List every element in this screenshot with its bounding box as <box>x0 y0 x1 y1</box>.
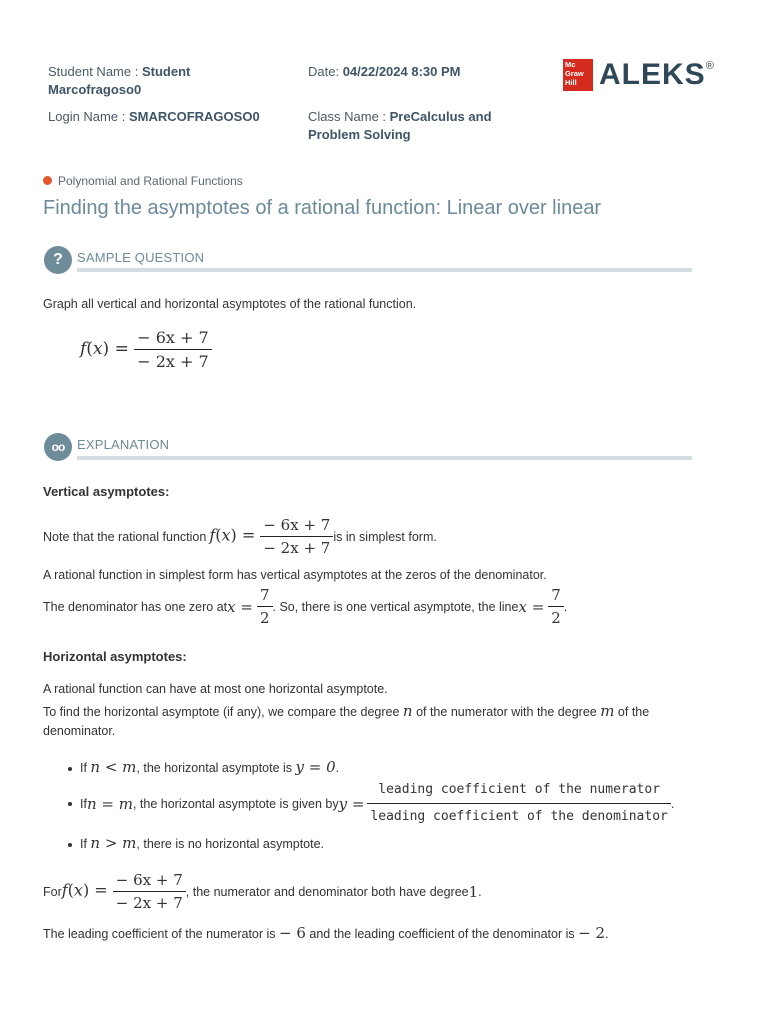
vertical-line-1 <box>43 516 437 557</box>
function-fraction <box>134 328 211 371</box>
function-expression: f(x) = $\frac{- 6x + 7}{- 2x + 7}$ <box>80 328 212 371</box>
h-line2-pre: To find the horizontal asymptote (if any), we compare the degree <box>43 705 403 719</box>
student-value: Student <box>141 64 191 79</box>
sample-question-label: SAMPLE QUESTION <box>77 250 205 265</box>
inline-fraction <box>113 871 186 912</box>
bullet-math: n < m <box>90 758 137 776</box>
student-label: Student Name : <box>48 64 142 79</box>
bullet-text: . <box>335 761 340 775</box>
fraction-denominator: − 2x + 7 <box>263 539 331 557</box>
v-line1-pre: Note that the rational function <box>43 529 207 544</box>
h-line2-mid: of the numerator with the degree <box>412 705 601 719</box>
bullet-text: , the horizontal asymptote is given by <box>132 796 339 811</box>
horizontal-line-3: denominator. <box>43 724 116 738</box>
lead-mid: and the leading coefficient of the denominator is <box>305 927 579 941</box>
v-line1-post: is in simplest form. <box>333 529 437 544</box>
seven-halves <box>257 586 273 627</box>
aleks-logo <box>563 58 714 92</box>
student-name <box>48 63 288 99</box>
fx-var: x <box>92 338 103 359</box>
seven-halves <box>548 586 564 627</box>
h-line2-post: of the <box>614 705 650 719</box>
lead-den: − 2 <box>578 924 605 942</box>
for-line <box>43 871 482 912</box>
v-line3-mid: . So, there is one vertical asymptote, the line <box>272 599 519 614</box>
date-label: Date: <box>308 64 343 79</box>
logo-line-3: Hill <box>565 78 577 87</box>
x-equals: x = <box>227 597 253 616</box>
bullet-math: y = 0 <box>295 758 336 776</box>
fx-symbol: f <box>61 880 68 900</box>
inline-function: f(x) = $\frac{- 6x + 7}{- 2x + 7}$ <box>209 516 333 557</box>
degree-n: n <box>402 702 413 720</box>
class-value-2: Problem Solving <box>308 127 411 142</box>
logo-line-2: Graw <box>565 69 584 78</box>
class-value: PreCalculus and <box>389 109 492 124</box>
horizontal-line-1: A rational function can have at most one horizontal asymptote. <box>43 682 388 696</box>
login-value: SMARCOFRAGOSO0 <box>128 109 260 124</box>
lead-end: . <box>605 927 609 941</box>
section-divider <box>77 456 692 460</box>
class-name <box>308 108 538 144</box>
registered-mark: ® <box>705 60 714 72</box>
bullet-math: n > m <box>90 834 137 852</box>
bullet-item <box>68 758 339 777</box>
login-name <box>48 108 260 126</box>
bullet-text: . <box>670 796 675 811</box>
question-prompt: Graph all vertical and horizontal asymptotes of the rational function. <box>43 297 417 311</box>
bullet-text: If <box>80 837 91 851</box>
mcgraw-hill-logo <box>563 59 593 91</box>
bullet-text: If <box>80 761 91 775</box>
bullet-item <box>68 781 674 826</box>
bullet-item <box>68 834 324 853</box>
bullet-text: , there is no horizontal asymptote. <box>136 837 325 851</box>
fraction-numerator: − 6x + 7 <box>260 516 333 537</box>
section-divider <box>77 268 692 272</box>
fraction-denominator: 2 <box>551 609 561 627</box>
v-line3-pre: The denominator has one zero at <box>43 599 228 614</box>
explanation-label: EXPLANATION <box>77 437 170 452</box>
degree-m: m <box>600 702 615 720</box>
vertical-line-3 <box>43 586 567 627</box>
for-pre: For <box>43 884 62 899</box>
fraction-numerator: 7 <box>548 586 564 607</box>
bullet-dot <box>68 802 72 806</box>
class-label: Class Name : <box>308 109 390 124</box>
fraction-numerator: − 6x + 7 <box>134 328 211 350</box>
fx-symbol: f <box>80 338 87 359</box>
bullet-text: , the horizontal asymptote is <box>136 761 296 775</box>
fraction-denominator: 2 <box>259 609 270 627</box>
bullet-dot <box>68 767 72 771</box>
for-end: . <box>478 884 482 899</box>
topic-breadcrumb <box>43 174 243 188</box>
aleks-brand: ALEKS <box>599 58 706 91</box>
date-value: 04/22/2024 8:30 PM <box>342 64 461 79</box>
bullet-dot <box>68 843 72 847</box>
question-icon: ? <box>44 246 72 274</box>
fraction-denominator: − 2x + 7 <box>137 352 209 371</box>
logo-line-1: Mc <box>565 60 576 69</box>
topic-label: Polynomial and Rational Functions <box>58 174 243 188</box>
vertical-heading: Vertical asymptotes: <box>43 484 170 499</box>
fraction-denominator: leading coefficient of the denominator <box>370 809 668 824</box>
inline-function: f(x) = $\frac{- 6x + 7}{- 2x + 7}$ <box>62 871 186 912</box>
lead-pre: The leading coefficient of the numerator is <box>43 927 280 941</box>
degree-value: 1 <box>468 882 479 901</box>
horizontal-heading: Horizontal asymptotes: <box>43 649 187 664</box>
fraction-numerator: leading coefficient of the numerator <box>367 781 670 804</box>
glasses-icon: oo <box>44 433 72 461</box>
x-equals: x = <box>518 597 545 616</box>
inline-fraction <box>260 516 333 557</box>
for-post: , the numerator and denominator both have degree <box>185 884 469 899</box>
v-line3-post: . <box>563 599 568 614</box>
horizontal-line-2 <box>43 702 723 721</box>
login-label: Login Name : <box>48 109 129 124</box>
fx-symbol: f <box>209 525 216 545</box>
fraction-denominator: − 2x + 7 <box>115 894 183 912</box>
fx-var: x <box>73 880 83 900</box>
lead-num: − 6 <box>279 924 306 942</box>
bullet-text: If <box>80 796 87 811</box>
leading-coefficient-fraction <box>367 781 670 826</box>
leading-coefficient-line <box>43 924 608 943</box>
date <box>308 63 461 81</box>
fx-var: x <box>221 525 231 545</box>
fraction-numerator: 7 <box>257 586 273 607</box>
topic-dot-icon <box>43 176 52 185</box>
bullet-math: y = <box>338 794 365 813</box>
bullet-math: n = m <box>86 794 133 813</box>
student-value-2: Marcofragoso0 <box>48 82 142 97</box>
fraction-numerator: − 6x + 7 <box>113 871 186 892</box>
page-title: Finding the asymptotes of a rational function: Linear over linear <box>43 197 602 219</box>
vertical-line-2: A rational function in simplest form has vertical asymptotes at the zeros of the denominator. <box>43 568 547 582</box>
